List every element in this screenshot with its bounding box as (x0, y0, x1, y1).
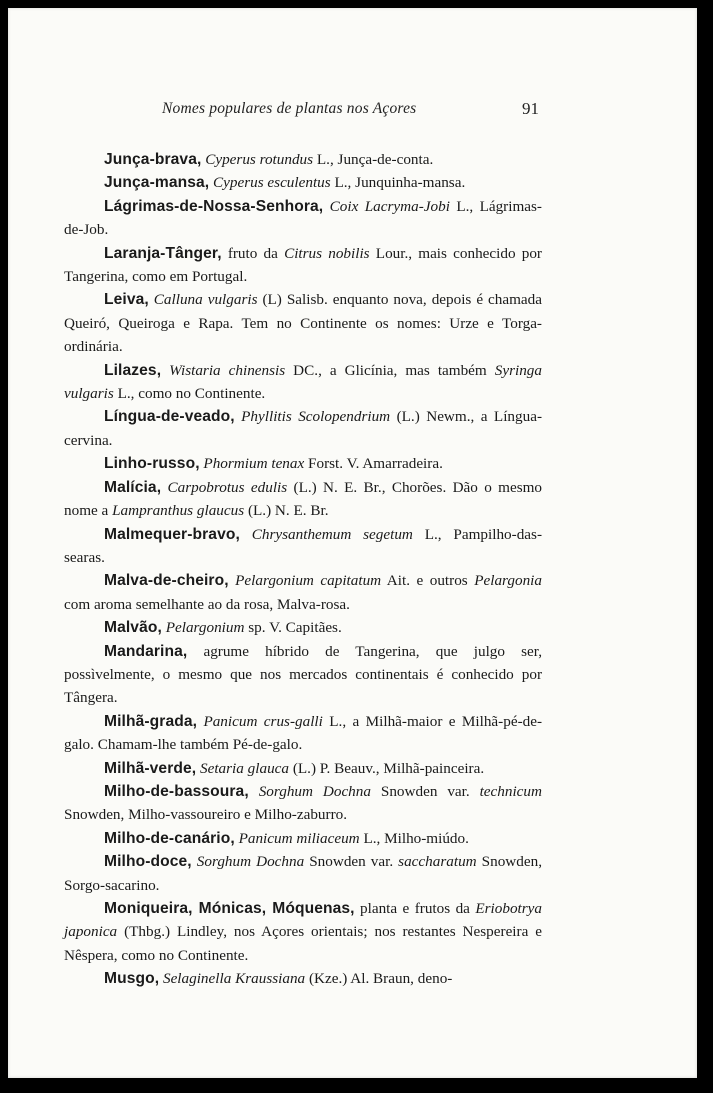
entry-headword: Linho-russo, (104, 455, 200, 473)
entry-text: (L.) Newm., a Língua-cervina. (64, 408, 542, 449)
glossary-entry (64, 242, 542, 289)
glossary-entry (64, 523, 542, 570)
entry-text: L., Pampilho-das-searas. (64, 525, 543, 566)
entry-text: Snowden var. (370, 782, 480, 800)
entry-headword: Laranja-Tânger, (104, 244, 222, 262)
scientific-name: Phyllitis Scolopendrium (241, 408, 391, 426)
entry-text: Snowden, Sorgo-sacarino. (64, 853, 543, 894)
entry-headword: Musgo, (104, 970, 160, 988)
entry-text: Ait. e outros (381, 572, 475, 590)
scientific-name: Citrus nobilis (284, 244, 370, 262)
scientific-name: Panicum miliaceum (238, 829, 360, 847)
entry-text: fruto da (221, 244, 285, 262)
glossary-entry (64, 195, 542, 242)
glossary-entry (64, 897, 542, 967)
entry-headword: Malva-de-cheiro, (104, 572, 229, 590)
running-header (8, 100, 697, 124)
entry-headword: Mandarina, (104, 642, 188, 660)
glossary-entry (64, 148, 542, 171)
entry-text: L., Milho-miúdo. (359, 829, 469, 847)
entry-headword: Moniqueira, Mónicas, Móquenas, (104, 900, 355, 917)
entry-text (161, 362, 169, 379)
scientific-name: Cyperus esculentus (213, 174, 331, 192)
scientific-name: technicum (479, 782, 542, 800)
scientific-name: Carpobrotus edulis (167, 478, 288, 496)
entry-headword: Milho-de-bassoura, (104, 782, 249, 800)
scientific-name: Phormium tenax (203, 455, 305, 473)
glossary-entry (64, 171, 542, 194)
entry-text: L., Junça-de-conta. (313, 151, 434, 168)
glossary-entry (64, 710, 542, 757)
glossary-entry (64, 757, 542, 780)
scientific-name: Setaria glauca (200, 759, 290, 777)
entry-text: L., como no Continente. (113, 385, 266, 403)
glossary-entry (64, 288, 542, 358)
scientific-name: Sorghum Dochna (258, 782, 371, 800)
glossary-entry (64, 359, 542, 406)
entry-text: Lour., mais conhecido por Tangerina, como em Portugal. (64, 244, 542, 286)
entry-text: L., Lágrimas-de-Job. (64, 197, 542, 239)
scientific-name: Wistaria chinensis (169, 361, 286, 379)
entry-text: L., a Milhã-maior e Milhã-pé-de-galo. Chamam-lhe também Pé-de-galo. (64, 712, 543, 754)
scientific-name: Eriobotrya japonica (64, 900, 542, 941)
entry-text: DC., a Glicínia, mas também (285, 361, 495, 379)
entry-headword: Milhã-grada, (104, 712, 198, 730)
entry-headword: Língua-de-veado, (104, 408, 235, 426)
glossary-entry (64, 780, 542, 827)
scientific-name: Pelargonium capitatum (235, 572, 382, 590)
entry-text: (L.) N. E. Br., Chorões. Dão o mesmo nome a (64, 478, 543, 520)
entry-text: Snowden, Milho-vassoureiro e Milho-zaburro. (64, 806, 348, 824)
scientific-name: Coix Lacryma-Jobi (329, 197, 450, 215)
entry-text: sp. V. Capitães. (244, 619, 342, 637)
entry-headword: Leiva, (104, 291, 149, 309)
entry-text (240, 526, 252, 543)
book-page (8, 8, 697, 1078)
entry-text: (L.) N. E. Br. (244, 502, 329, 520)
running-title: Nomes populares de plantas nos Açores (162, 100, 417, 117)
entry-text: (L.) P. Beauv., Milhã-painceira. (289, 759, 485, 777)
glossary-entry (64, 616, 542, 639)
scientific-name: Pelargonia (474, 572, 542, 590)
scientific-name: Selaginella Kraussiana (162, 970, 306, 988)
entry-text: Forst. V. Amarradeira. (304, 455, 443, 473)
glossary-entry (64, 850, 542, 897)
entry-text: planta e frutos da (354, 900, 476, 917)
scientific-name: Pelargonium (165, 619, 245, 637)
entry-headword: Milho-de-canário, (104, 829, 235, 847)
glossary-entry (64, 640, 542, 710)
entry-headword: Junça-mansa, (104, 174, 210, 192)
entry-headword: Lilazes, (104, 361, 162, 379)
glossary-entry (64, 405, 542, 452)
glossary-entry (64, 827, 542, 850)
scientific-name: Sorghum Dochna (196, 853, 305, 871)
entry-text: L., Junquinha-mansa. (330, 174, 466, 192)
scientific-name: Cyperus rotundus (205, 151, 314, 168)
entry-headword: Malvão, (104, 619, 162, 637)
entry-text: agrume híbrido de Tangerina, que julgo ser, possìvelmente, o mesmo que nos mercados continentais é conhecido por Tângera. (64, 642, 542, 707)
scientific-name: saccharatum (398, 853, 477, 871)
scientific-name: Syringa vulgaris (64, 361, 542, 403)
glossary-entry (64, 452, 542, 475)
glossary-entry (64, 569, 542, 616)
entry-headword: Lágrimas-de-Nossa-Senhora, (104, 197, 324, 215)
entry-headword: Malícia, (104, 478, 162, 496)
entry-text: (Thbg.) Lindley, nos Açores orientais; nos restantes Nespereira e Nêspera, como no Continente. (64, 923, 542, 964)
scientific-name: Chrysanthemum segetum (251, 525, 413, 543)
entry-text: Snowden var. (304, 853, 399, 871)
entry-headword: Malmequer-bravo, (104, 525, 240, 543)
entry-text: (L) Salisb. enquanto nova, depois é chamada Queiró, Queiroga e Rapa. Tem no Continente os nomes: Urze e Torga-ordinária. (64, 291, 542, 356)
entry-headword: Milho-doce, (104, 853, 192, 871)
glossary-entry (64, 476, 542, 523)
scientific-name: Panicum crus-galli (203, 712, 323, 730)
glossary-entry (64, 967, 542, 990)
entry-text: (Kze.) Al. Braun, deno- (305, 970, 453, 988)
scientific-name: Lampranthus glaucus (112, 502, 245, 520)
entry-text: com aroma semelhante ao da rosa, Malva-rosa. (64, 595, 350, 613)
entry-headword: Milhã-verde, (104, 759, 197, 777)
entry-headword: Junça-brava, (104, 151, 202, 168)
entry-text (249, 783, 259, 800)
glossary-body (64, 148, 542, 991)
scientific-name: Calluna vulgaris (153, 291, 258, 309)
page-number: 91 (522, 99, 539, 118)
